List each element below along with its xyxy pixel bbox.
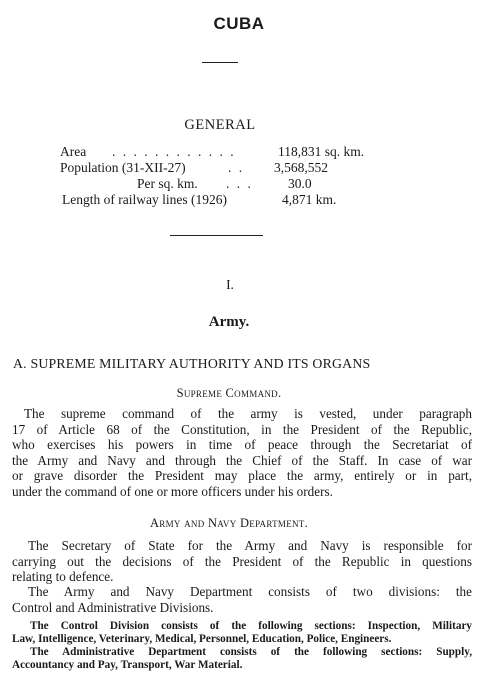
stat-value: 118,831 sq. km. xyxy=(278,144,365,159)
army-navy-department-heading: Army and Navy Department. xyxy=(149,516,309,530)
stat-row-railway xyxy=(60,192,460,208)
stat-leader-dots: . . . . . . . . . . . . xyxy=(112,144,236,159)
department-paragraph-1 xyxy=(12,538,472,585)
country-title: CUBA xyxy=(213,14,265,33)
part-title: Army. xyxy=(208,314,250,330)
stat-row-population xyxy=(60,160,460,176)
text-line: The Army and Navy Department consists of two divisions: the xyxy=(28,584,472,599)
supreme-command-heading: Supreme Command. xyxy=(176,386,282,400)
supreme-command-paragraph xyxy=(12,406,472,500)
stat-value: 3,568,552 xyxy=(274,160,328,175)
stat-value: 4,871 km. xyxy=(282,192,337,207)
stat-label: Area xyxy=(60,144,87,159)
text-line: The Secretary of State for the Army and Navy is responsible for xyxy=(28,538,472,553)
stat-leader-dots: . . . xyxy=(226,176,253,191)
title-divider xyxy=(202,62,238,63)
general-stats xyxy=(60,144,460,208)
text-line: Accountancy and Pay, Transport, War Material. xyxy=(12,659,243,671)
text-line: The Control Division consists of the following sections: Inspection, Military xyxy=(30,620,472,632)
department-paragraph-2 xyxy=(12,584,472,615)
stat-value: 30.0 xyxy=(288,176,312,191)
general-heading: GENERAL xyxy=(184,117,256,133)
stat-label: Per sq. km. xyxy=(137,176,198,191)
control-division-note xyxy=(12,620,472,646)
stat-leader-dots: . . xyxy=(228,160,245,175)
text-line: relating to defence. xyxy=(12,569,114,585)
stat-row-area xyxy=(60,144,460,160)
text-line: or grave disorder the President may place the army, entirely or in part, xyxy=(12,468,472,484)
text-line: carrying out the decisions of the President of the Republic in questions xyxy=(12,553,472,569)
part-number: I. xyxy=(226,277,234,292)
text-line: The Administrative Department consists of the following sections: Supply, xyxy=(30,646,472,658)
section-divider xyxy=(170,235,263,236)
text-line: under the command of one or more officers under his orders. xyxy=(12,483,333,499)
text-line: Control and Administrative Divisions. xyxy=(12,599,214,615)
text-line: 17 of Article 68 of the Constitution, in the President of the Republic, xyxy=(12,421,472,437)
text-line: The supreme command of the army is vested, under paragraph xyxy=(24,406,472,421)
text-line: Law, Intelligence, Veterinary, Medical, Personnel, Education, Police, Engineers. xyxy=(12,633,392,645)
stat-row-density xyxy=(60,176,460,192)
text-line: the Army and Navy and through the Chief of the Staff. In case of war xyxy=(12,452,472,468)
stat-label: Population (31-XII-27) xyxy=(60,160,186,175)
text-line: who exercises his powers in time of peace through the Secretariat of xyxy=(12,437,472,453)
administrative-department-note xyxy=(12,646,472,672)
stat-label: Length of railway lines (1926) xyxy=(62,192,227,207)
section-a-heading: A. SUPREME MILITARY AUTHORITY AND ITS ORGANS xyxy=(13,356,371,371)
